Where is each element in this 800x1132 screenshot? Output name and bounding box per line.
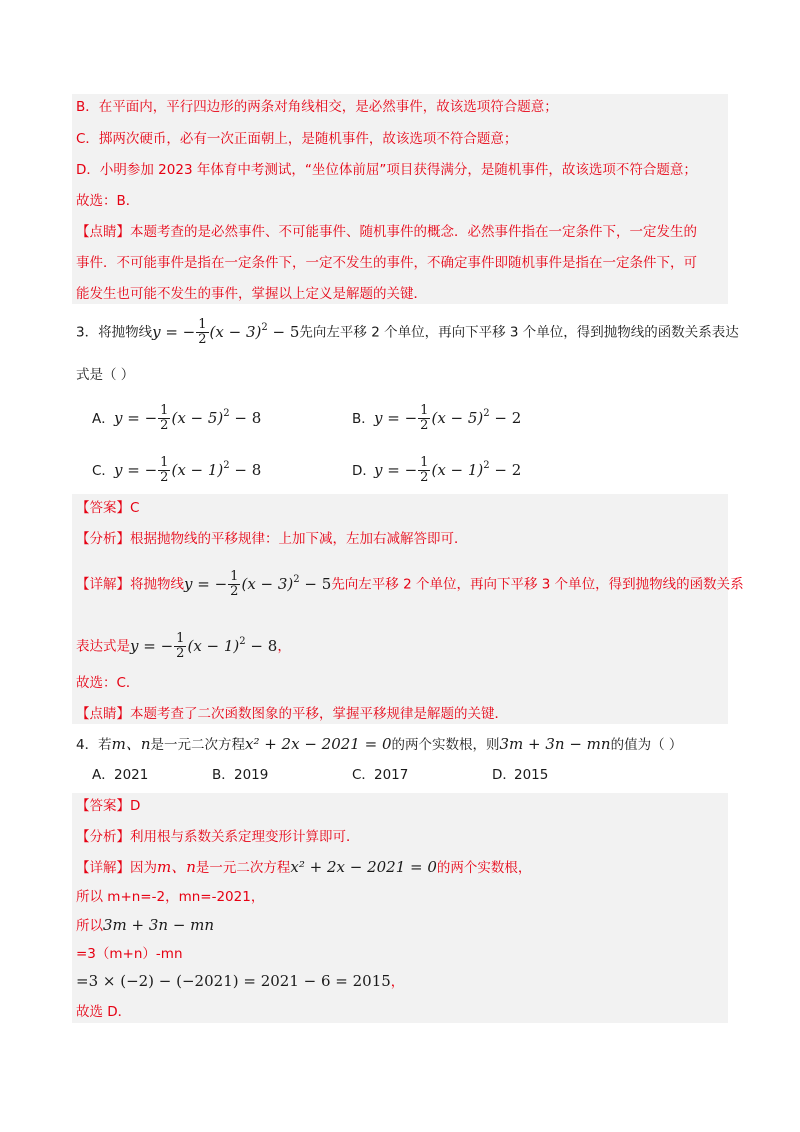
q4-stem: 4．若m、n是一元二次方程x² + 2x − 2021 = 0的两个实数根，则3m + 3n − mn的值为（ ） <box>76 735 683 753</box>
q3-option-b: B．y = − $\frac{1}{2}$ $(x - 5)^2 - 2$ <box>352 403 522 433</box>
q4-equation: x² + 2x − 2021 = 0 <box>244 735 392 753</box>
q3-analysis: 【分析】根据抛物线的平移规律：上加下减，左加右减解答即可． <box>76 531 468 547</box>
q3-stem-post: 先向左平移 2 个单位，再向下平移 3 个单位，得到抛物线的函数关系表达 <box>299 324 739 341</box>
q3-option-a: A．y = − $\frac{1}{2}$ $(x - 5)^2 - 8$ <box>92 403 262 433</box>
q3-choose: 故选：C． <box>76 675 140 691</box>
q4-expression: 3m + 3n − mn <box>499 735 611 753</box>
q2-comment-line1: 【点睛】本题考查的是必然事件、不可能事件、随机事件的概念．必然事件指在一定条件下，一定发生的 <box>76 224 697 240</box>
q3-stem-line1 <box>76 318 739 347</box>
q3-option-d: D．y = − $\frac{1}{2}$ $(x - 1)^2 - 2$ <box>352 455 522 485</box>
q4-step2: 所以3m + 3n − mn <box>76 916 215 934</box>
q3-result-function: y = − $\frac{1}{2}$ $(x - 1)^2 - 8$ <box>130 631 278 661</box>
q4-step4: =3 × (−2) − (−2021) = 2021 − 6 = 2015， <box>76 972 405 990</box>
q4-option-b: B．2019 <box>212 767 269 783</box>
solution-block-q2 <box>72 94 728 304</box>
solution-block-q3 <box>72 494 728 724</box>
q4-option-d: D．2015 <box>492 767 549 783</box>
q4-detail: 【详解】因为m、n是一元二次方程x² + 2x − 2021 = 0的两个实数根， <box>76 858 532 876</box>
q4-step1: 所以 m+n=-2，mn=-2021， <box>76 889 265 905</box>
q3-answer: 【答案】C <box>76 500 140 516</box>
q4-choose: 故选 D． <box>76 1004 132 1020</box>
q3-stem-line2: 式是（ ） <box>76 367 135 383</box>
q4-step3: =3（m+n）-mn <box>76 946 183 962</box>
q3-number: 3． <box>76 324 99 341</box>
q2-line-d: D．小明参加 2023 年体育中考测试，“坐位体前屈”项目获得满分，是随机事件，故该选项不符合题意； <box>76 162 697 178</box>
q4-option-c: C．2017 <box>352 767 409 783</box>
q3-option-c: C．y = − $\frac{1}{2}$ $(x - 1)^2 - 8$ <box>92 455 262 485</box>
q3-detail-line1: 【详解】将抛物线y = − $\frac{1}{2}$ $(x - 3)^2 - 5$先向左平移 2 个单位，再向下平移 3 个单位，得到抛物线的函数关系 <box>76 569 744 599</box>
q4-option-a: A．2021 <box>92 767 149 783</box>
q2-comment-line3: 能发生也可能不发生的事件，掌握以上定义是解题的关键． <box>76 286 427 302</box>
q3-stem-pre: 将抛物线 <box>98 324 153 341</box>
q2-choose: 故选：B． <box>76 193 140 209</box>
q4-analysis: 【分析】利用根与系数关系定理变形计算即可． <box>76 829 360 845</box>
q2-line-b: B．在平面内，平行四边形的两条对角线相交，是必然事件，故该选项符合题意； <box>76 99 558 115</box>
q3-detail-line2: 表达式是y = − $\frac{1}{2}$ $(x - 1)^2 - 8$， <box>76 631 291 661</box>
q2-line-c: C．掷两次硬币，必有一次正面朝上，是随机事件，故该选项不符合题意； <box>76 131 518 147</box>
q3-detail-function: y = − $\frac{1}{2}$ $(x - 3)^2 - 5$ <box>184 569 332 599</box>
q2-comment-line2: 事件．不可能事件是指在一定条件下，一定不发生的事件，不确定事件即随机事件是指在一定条件下，可 <box>76 255 697 271</box>
q4-answer: 【答案】D <box>76 798 141 814</box>
q3-original-function: y = − $\frac{1}{2}$ $(x - 3)^2 - 5$ <box>152 317 300 347</box>
q3-comment: 【点睛】本题考查了二次函数图象的平移，掌握平移规律是解题的关键． <box>76 706 508 722</box>
